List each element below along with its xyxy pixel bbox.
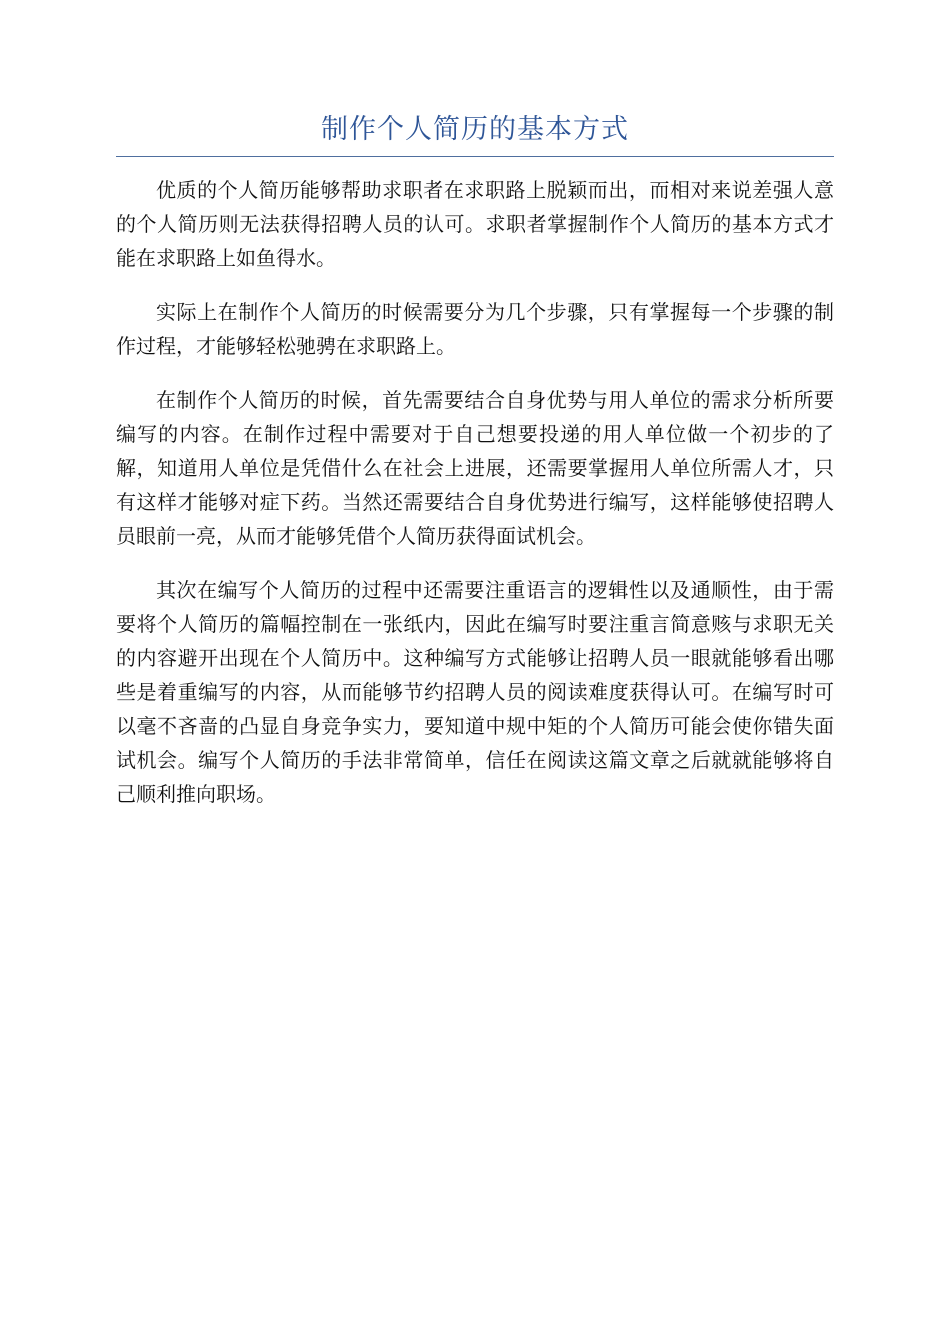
- paragraph-analysis: 在制作个人简历的时候，首先需要结合自身优势与用人单位的需求分析所要编写的内容。在制作过程中需要对于自己想要投递的用人单位做一个初步的了解，知道用人单位是凭借什么在社会上进展，还需要掌握用人单位所需人才，只有这样才能够对症下药。当然还需要结合自身优势进行编写，这样能够使招聘人员眼前一亮，从而才能够凭借个人简历获得面试机会。: [116, 388, 834, 548]
- paragraph-writing: 其次在编写个人简历的过程中还需要注重语言的逻辑性以及通顺性，由于需要将个人简历的篇幅控制在一张纸内，因此在编写时要注重言简意赅与求职无关的内容避开出现在个人简历中。这种编写方式能够让招聘人员一眼就能够看出哪些是着重编写的内容，从而能够节约招聘人员的阅读难度获得认可。在编写时可以毫不吝啬的凸显自身竞争实力，要知道中规中矩的个人简历可能会使你错失面试机会。编写个人简历的手法非常简单，信任在阅读这篇文章之后就就能够将自己顺利推向职场。: [116, 578, 834, 806]
- title-block: [116, 110, 834, 157]
- paragraph-intro: 优质的个人简历能够帮助求职者在求职路上脱颖而出，而相对来说差强人意的个人简历则无法获得招聘人员的认可。求职者掌握制作个人简历的基本方式才能在求职路上如鱼得水。: [116, 178, 834, 270]
- page-title: 制作个人简历的基本方式: [321, 114, 629, 145]
- paragraph-steps: 实际上在制作个人简历的时候需要分为几个步骤，只有掌握每一个步骤的制作过程，才能够轻松驰骋在求职路上。: [116, 300, 834, 358]
- document-body: [116, 173, 834, 831]
